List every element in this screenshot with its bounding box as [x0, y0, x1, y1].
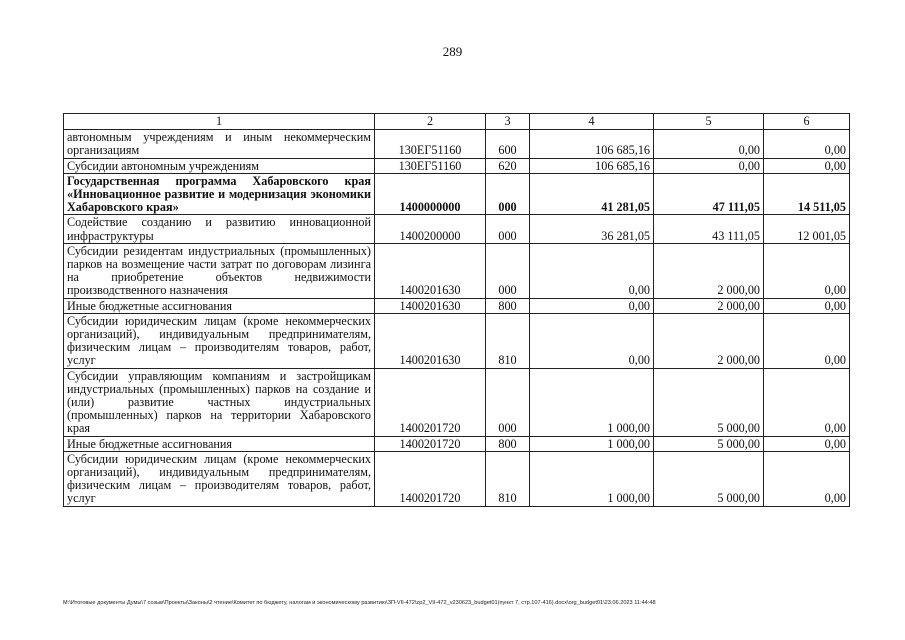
row-name-cell: Государственная программа Хабаровского края «Инновационное развитие и модернизация экономики Хабаровского края»: [64, 173, 375, 215]
table-row: [64, 298, 850, 313]
row-value-3-cell: 0,00: [764, 368, 850, 436]
row-value-1-cell: 0,00: [530, 298, 654, 313]
header-cell-2: 2: [375, 114, 486, 130]
row-group-cell: 620: [486, 158, 530, 173]
row-code-cell: 1400000000: [375, 173, 486, 215]
row-value-3-cell: 0,00: [764, 130, 850, 158]
row-group-cell: 810: [486, 451, 530, 506]
row-value-1-cell: 0,00: [530, 313, 654, 368]
row-group-cell: 000: [486, 368, 530, 436]
row-code-cell: 1400201630: [375, 243, 486, 298]
header-cell-4: 4: [530, 114, 654, 130]
page-number: 289: [442, 44, 463, 59]
row-name-cell: Субсидии юридическим лицам (кроме некоммерческих организаций), индивидуальным предпринимателям, физическим лицам – производителям товаров, работ, услуг: [64, 313, 375, 368]
row-value-2-cell: 5 000,00: [654, 368, 764, 436]
row-value-2-cell: 2 000,00: [654, 313, 764, 368]
row-name-cell: Субсидии резидентам индустриальных (промышленных) парков на возмещение части затрат по договорам лизинга на приобретение объектов недвижимости производственного назначения: [64, 243, 375, 298]
row-name-cell: Иные бюджетные ассигнования: [64, 298, 375, 313]
row-value-2-cell: 43 111,05: [654, 215, 764, 243]
table-row: [64, 436, 850, 451]
table-row: [64, 313, 850, 368]
row-code-cell: 1400201630: [375, 298, 486, 313]
row-value-3-cell: 0,00: [764, 243, 850, 298]
row-value-3-cell: 0,00: [764, 158, 850, 173]
header-cell-1: 1: [64, 114, 375, 130]
row-group-cell: 000: [486, 215, 530, 243]
row-value-3-cell: 0,00: [764, 298, 850, 313]
row-code-cell: 1400201630: [375, 313, 486, 368]
row-value-3-cell: 14 511,05: [764, 173, 850, 215]
row-name-cell: автономным учреждениям и иным некоммерческим организациям: [64, 130, 375, 158]
row-value-2-cell: 0,00: [654, 158, 764, 173]
row-name-cell: Содействие созданию и развитию инновационной инфраструктуры: [64, 215, 375, 243]
row-value-3-cell: 0,00: [764, 313, 850, 368]
row-value-1-cell: 36 281,05: [530, 215, 654, 243]
row-group-cell: 600: [486, 130, 530, 158]
row-code-cell: 1400201720: [375, 436, 486, 451]
row-value-1-cell: 1 000,00: [530, 451, 654, 506]
row-group-cell: 000: [486, 173, 530, 215]
table-row: [64, 215, 850, 243]
row-code-cell: 130ЕГ51160: [375, 158, 486, 173]
row-value-1-cell: 1 000,00: [530, 436, 654, 451]
row-value-2-cell: 2 000,00: [654, 298, 764, 313]
budget-table: [63, 113, 850, 507]
row-value-1-cell: 41 281,05: [530, 173, 654, 215]
header-cell-5: 5: [654, 114, 764, 130]
row-value-2-cell: 0,00: [654, 130, 764, 158]
row-value-3-cell: 0,00: [764, 436, 850, 451]
row-name-cell: Иные бюджетные ассигнования: [64, 436, 375, 451]
row-code-cell: 130ЕГ51160: [375, 130, 486, 158]
row-name-cell: Субсидии управляющим компаниям и застройщикам индустриальных (промышленных) парков на создание и (или) развитие частных индустриальных (промышленных) парков на территории Хабаровского края: [64, 368, 375, 436]
table-row: [64, 130, 850, 158]
row-name-cell: Субсидии юридическим лицам (кроме некоммерческих организаций), индивидуальным предпринимателям, физическим лицам – производителям товаров, работ, услуг: [64, 451, 375, 506]
header-cell-3: 3: [486, 114, 530, 130]
row-value-2-cell: 5 000,00: [654, 451, 764, 506]
row-code-cell: 1400201720: [375, 368, 486, 436]
row-group-cell: 800: [486, 436, 530, 451]
table-row: [64, 243, 850, 298]
row-code-cell: 1400200000: [375, 215, 486, 243]
row-code-cell: 1400201720: [375, 451, 486, 506]
table-row: [64, 368, 850, 436]
table-row: [64, 173, 850, 215]
row-value-2-cell: 2 000,00: [654, 243, 764, 298]
row-group-cell: 800: [486, 298, 530, 313]
row-value-1-cell: 106 685,16: [530, 130, 654, 158]
row-name-cell: Субсидии автономным учреждениям: [64, 158, 375, 173]
row-group-cell: 810: [486, 313, 530, 368]
header-row: [64, 114, 850, 130]
row-value-1-cell: 106 685,16: [530, 158, 654, 173]
row-value-1-cell: 0,00: [530, 243, 654, 298]
row-value-2-cell: 5 000,00: [654, 436, 764, 451]
file-path-footer: М:\Итоговые документы Думы\7 созыв\Проекты\Законы\2 чтение\Комитет по бюджету, налогам и экономическому развитию\ЗП-VII-472\zp2_VII-472_v230623_budget01(пункт 7, стр.107-416).docx\org_budget01\23.06.2023 11:44:48: [63, 600, 656, 606]
row-value-3-cell: 0,00: [764, 451, 850, 506]
row-value-1-cell: 1 000,00: [530, 368, 654, 436]
table-row: [64, 158, 850, 173]
table-row: [64, 451, 850, 506]
header-cell-6: 6: [764, 114, 850, 130]
row-value-3-cell: 12 001,05: [764, 215, 850, 243]
budget-table-body: [64, 114, 850, 507]
row-value-2-cell: 47 111,05: [654, 173, 764, 215]
row-group-cell: 000: [486, 243, 530, 298]
